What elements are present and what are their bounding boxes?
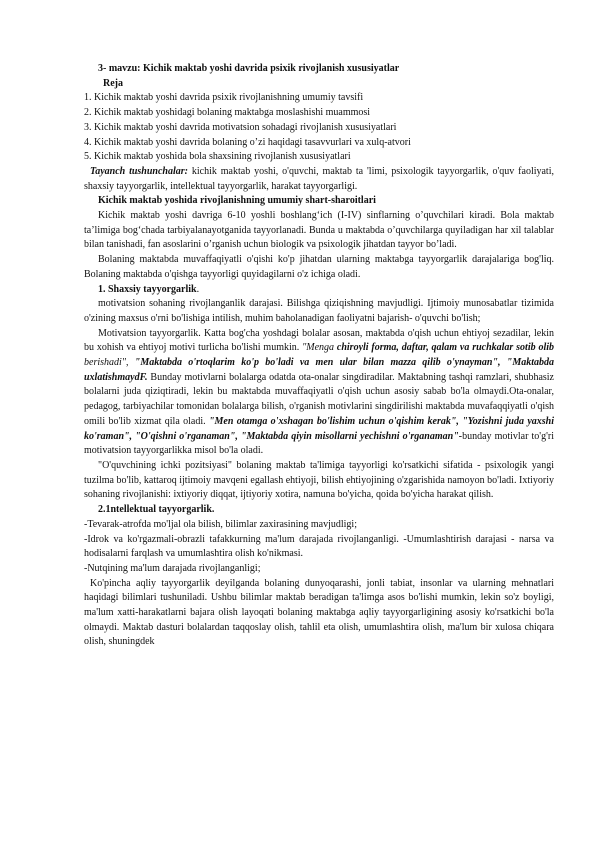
plan-heading: Reja <box>103 77 123 89</box>
plan-item: 1. Kichik maktab yoshi davrida psixik rivojlanishning umumiy tavsifi <box>84 92 364 104</box>
document-page <box>84 62 554 650</box>
subheading-end: . <box>196 283 200 295</box>
quote-run: "Men otamga o'xshagan bo'lishim uchun o'qishim kerak", "Yozishni juda yaxshi ko'raman", "O'qishni o'rganaman", "Maktabda qiyin misollarni yechishni o'rganaman"- <box>84 415 554 442</box>
keywords-text: kichik maktab yoshi, o'quvchi, maktab ta 'limi, psixologik tayyorgarlik, o'quv faoliyati, shaxsiy tayyorgarlik, intellektual tayyorgarlik, harakat tayyorgarligi. <box>84 165 554 192</box>
section-heading: Kichik maktab yoshida rivojlanishning umumiy shart-sharoitlari <box>98 195 376 207</box>
quote-run: "Maktabda o'rtoqlarim ko'p bo'ladi va men ular bilan mazza qilib o'ynayman", "Maktabda uxlatishmaydF. <box>84 357 555 383</box>
plan-list <box>84 91 554 165</box>
paragraph: Kichik maktab yoshi davriga 6-10 yoshli boshlang‘ich (I-IV) sinflarning o’quvchilari kiradi. Bola maktab ta’limiga bog‘chada tarbiyalanayotganida tayyorlanadi. Bunda u maktabda o’quvchilarga quyiladigan har xil talablar bilan tanishadi, fan asoslarini o’rganish uchun biologik va psixologik jihatdan tayyor bo’ladi. <box>84 210 554 251</box>
subheading: 2.1ntellektual tayyorgarlik. <box>98 504 215 516</box>
text-run: Motivatsion tayyorgarlik. Katta bog'cha yoshdagi bolalar asosan, maktabda o'qish uchun ehtiyoj sezadilar, lekin bu xohish va ehtiyoj motivi turlicha bo'lishi mumkin. <box>84 327 554 354</box>
text-run: bunday motivlar to'g'ri motivatsion tayyorgarlikka misol bo'la oladi. <box>84 430 554 457</box>
paragraph <box>84 327 554 459</box>
keywords-label: Tayanch tushunchalar: <box>90 165 188 177</box>
quote-run: chiroyli forma, daftar, qalam va ruchkalar sotib olib <box>336 342 554 354</box>
page-title: 3- mavzu: Kichik maktab yoshi davrida psixik rivojlanish xususiyatlar <box>98 63 400 74</box>
text-run: , <box>125 357 135 369</box>
paragraph: Bolaning maktabda muvaffaqiyatli o'qishi ko'p jihatdan ularning maktabga tayyorgarlik darajalariga bog'liq. Bolaning maktabda o'qishga tayyorligi quyidagilarni o'z ichiga oladi. <box>84 254 554 280</box>
plan-item: 3. Kichik maktab yoshi davrida motivatsion sohadagi rivojlanish xususiyatlari <box>84 121 397 133</box>
plan-item: 5. Kichik maktab yoshida bola shaxsining rivojlanish xususiyatlari <box>84 151 351 163</box>
list-item: -Nutqining ma'lum darajada rivojlanganligi; <box>84 562 261 574</box>
keywords-paragraph <box>84 165 554 194</box>
quote-run: berishadi" <box>84 357 126 369</box>
list-item: -Tevarak-atrofda mo'ljal ola bilish, bilimlar zaxirasining mavjudligi; <box>84 518 357 530</box>
list-item: -Idrok va ko'rgazmali-obrazli tafakkurning ma'lum darajada rivojlanganligi. -Umumlashtirish darajasi - narsa va hodisalarni farqlash va umumlashtira olish ko'nikmasi. <box>84 533 554 560</box>
subheading: 1. Shaxsiy tayyorgarlik <box>98 283 197 295</box>
paragraph: "O'quvchining ichki pozitsiyasi" bolaning maktab ta'limiga tayyorligi ko'rsatkichi sifatida - psixologik yangi tuzilma bo'lib, kattaroq ijtimoiy mavqeni egallash ehtiyoji, bilish ehtiyojining o'zgarishida namoyon bo'ladi. Ixtiyoriy sohaning rivojlanishi: ixtiyoriy diqqat, ijtiyoriy xotira, namuna bo'yicha, qoida bo'yicha harakat qilish. <box>84 459 554 501</box>
subheading-paragraph <box>84 283 554 298</box>
plan-item: 2. Kichik maktab yoshidagi bolaning maktabga moslashishi muammosi <box>84 107 371 119</box>
plan-item: 4. Kichik maktab yoshi davrida bolaning o’zi haqidagi tasavvurlari va xulq-atvori <box>84 136 411 148</box>
paragraph: Ko'pincha aqliy tayyorgarlik deyilganda bolaning dunyoqarashi, jonli tabiat, insonlar va ularning mehnatlari haqidagi bilimlari tushuniladi. Ushbu bilimlar maktab beradigan ta'limga asos bo'lishi mumkin, lekin so'z boyligi, ma'lum xatti-harakatlarni bajara olish layoqati bolaning maktabga aqliy tayyorgarligining asosiy ko'rsatkichi bo'la olmaydi. Maktab dasturi bolalardan taqqoslay olish, tahlil eta olish, umumlashtira olish, ma'lum bir xulosa chiqara olish, shuningdek <box>84 577 554 648</box>
text-run: Bunday motivlarni bolalarga odatda ota-onalar singdiradilar. Maktabning tashqi ramzlari, shubhasiz bolalarni juda qiziqtiradi, lekin bu maktabda muvaffaqiyatli o'qish uchun asosiy sabab bo'la olmaydi.Ota-onalar, pedagog, tarbiyachilar tomonidan bolalarga bilish, o'rganish motivlarini singdirilishi maktabda muvafaqqiyatli o'qish omili bo'lib xizmat qila oladi. <box>84 371 554 427</box>
quote-run: "Menga <box>302 342 337 354</box>
paragraph: motivatsion sohaning rivojlanganlik darajasi. Bilishga qiziqishning mavjudligi. Ijtimoiy munosabatlar tizimida o'zining maxsus o'rni bo'lishiga intilish, muhim baholanadigan faoliyatni bajarish- o'quvchi bo'lish; <box>84 298 554 324</box>
